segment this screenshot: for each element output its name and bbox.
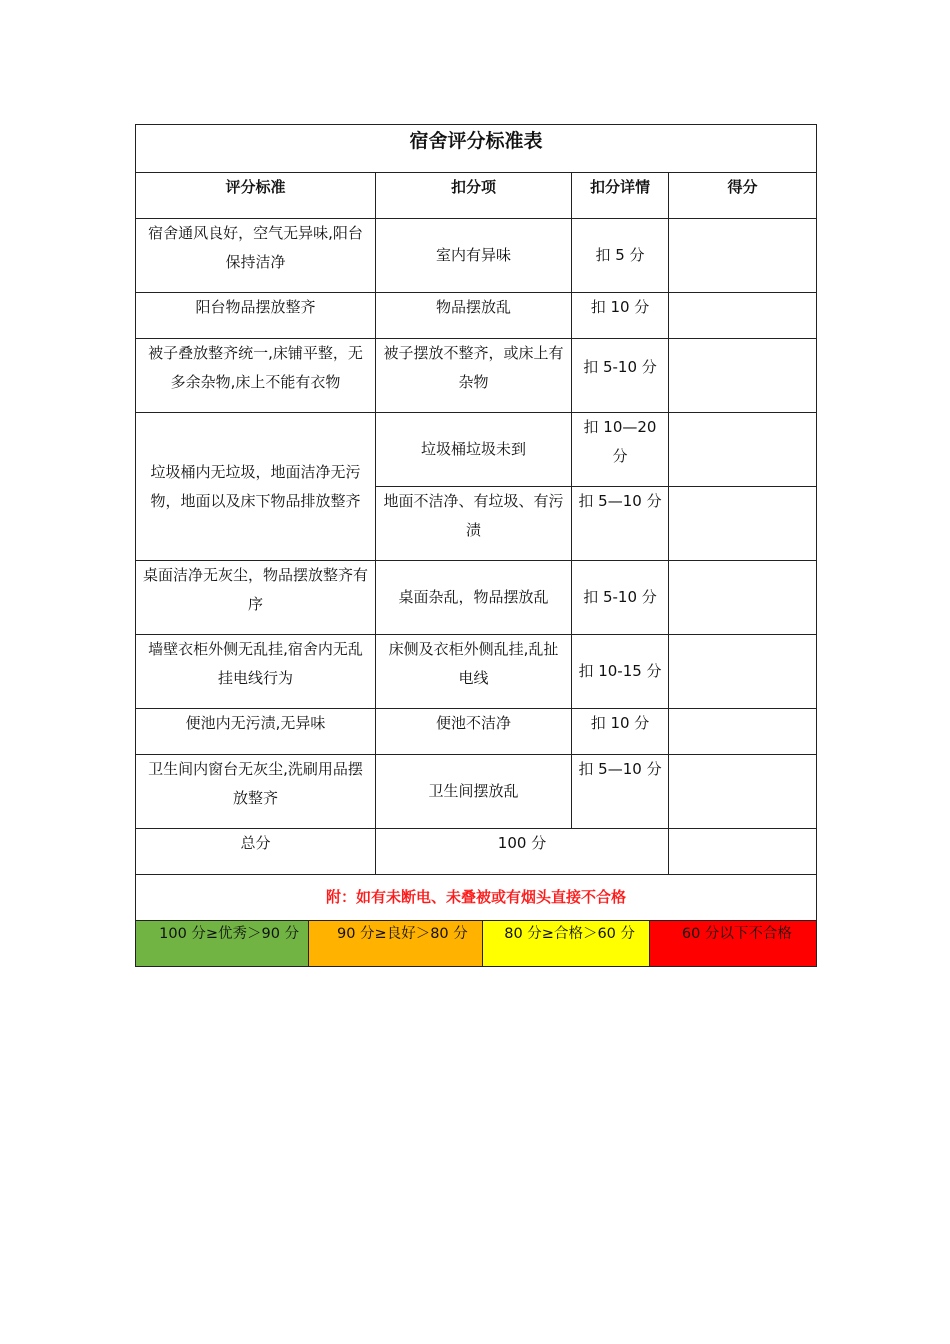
title-row [136, 125, 817, 173]
grade-legend-row [136, 921, 817, 967]
deduction-detail-cell: 扣 10—20 分 [572, 413, 669, 487]
header-deduction-detail: 扣分详情 [572, 173, 669, 219]
score-cell[interactable] [669, 487, 817, 561]
header-deduction-item: 扣分项 [376, 173, 572, 219]
standard-cell: 宿舍通风良好，空气无异味,阳台保持洁净 [136, 219, 376, 293]
table-row [136, 413, 817, 487]
standard-cell: 墙壁衣柜外侧无乱挂,宿舍内无乱挂电线行为 [136, 635, 376, 709]
deduction-detail-cell: 扣 5-10 分 [572, 561, 669, 635]
deduction-detail-cell: 扣 5—10 分 [572, 487, 669, 561]
deduction-item-cell: 垃圾桶垃圾未到 [376, 413, 572, 487]
deduction-item-cell: 物品摆放乱 [376, 293, 572, 339]
disqualification-note: 附：如有未断电、未叠被或有烟头直接不合格 [136, 875, 817, 921]
grade-fail: 60 分以下不合格 [650, 921, 816, 966]
deduction-detail-cell: 扣 5 分 [572, 219, 669, 293]
deduction-item-cell: 便池不洁净 [376, 709, 572, 755]
score-cell[interactable] [669, 339, 817, 413]
deduction-detail-cell: 扣 5-10 分 [572, 339, 669, 413]
table-row [136, 219, 817, 293]
standard-cell: 桌面洁净无灰尘，物品摆放整齐有序 [136, 561, 376, 635]
note-row [136, 875, 817, 921]
deduction-item-cell: 床侧及衣柜外侧乱挂,乱扯电线 [376, 635, 572, 709]
score-cell[interactable] [669, 219, 817, 293]
total-score-cell[interactable] [669, 829, 817, 875]
score-cell[interactable] [669, 561, 817, 635]
scoring-table [135, 124, 817, 967]
score-cell[interactable] [669, 293, 817, 339]
total-label: 总分 [136, 829, 376, 875]
deduction-detail-cell: 扣 10-15 分 [572, 635, 669, 709]
grade-legend [136, 921, 817, 967]
table-row [136, 339, 817, 413]
table-row [136, 755, 817, 829]
total-value: 100 分 [376, 829, 669, 875]
deduction-item-cell: 地面不洁净、有垃圾、有污渍 [376, 487, 572, 561]
table-row [136, 709, 817, 755]
deduction-detail-cell: 扣 10 分 [572, 709, 669, 755]
deduction-detail-cell: 扣 10 分 [572, 293, 669, 339]
grade-pass: 80 分≥合格＞60 分 [483, 921, 650, 966]
deduction-item-cell: 卫生间摆放乱 [376, 755, 572, 829]
grade-good: 90 分≥良好＞80 分 [309, 921, 482, 966]
table-row [136, 293, 817, 339]
total-row [136, 829, 817, 875]
grade-excellent: 100 分≥优秀＞90 分 [136, 921, 309, 966]
header-row [136, 173, 817, 219]
standard-cell: 垃圾桶内无垃圾，地面洁净无污物，地面以及床下物品排放整齐 [136, 413, 376, 561]
score-cell[interactable] [669, 709, 817, 755]
score-cell[interactable] [669, 635, 817, 709]
deduction-item-cell: 桌面杂乱，物品摆放乱 [376, 561, 572, 635]
table-title: 宿舍评分标准表 [136, 125, 817, 173]
score-cell[interactable] [669, 755, 817, 829]
standard-cell: 卫生间内窗台无灰尘,洗刷用品摆放整齐 [136, 755, 376, 829]
standard-cell: 便池内无污渍,无异味 [136, 709, 376, 755]
deduction-item-cell: 室内有异味 [376, 219, 572, 293]
table-row [136, 635, 817, 709]
score-cell[interactable] [669, 413, 817, 487]
standard-cell: 阳台物品摆放整齐 [136, 293, 376, 339]
header-score: 得分 [669, 173, 817, 219]
table-row [136, 561, 817, 635]
standard-cell: 被子叠放整齐统一,床铺平整，无多余杂物,床上不能有衣物 [136, 339, 376, 413]
deduction-item-cell: 被子摆放不整齐，或床上有杂物 [376, 339, 572, 413]
header-standard: 评分标准 [136, 173, 376, 219]
deduction-detail-cell: 扣 5—10 分 [572, 755, 669, 829]
